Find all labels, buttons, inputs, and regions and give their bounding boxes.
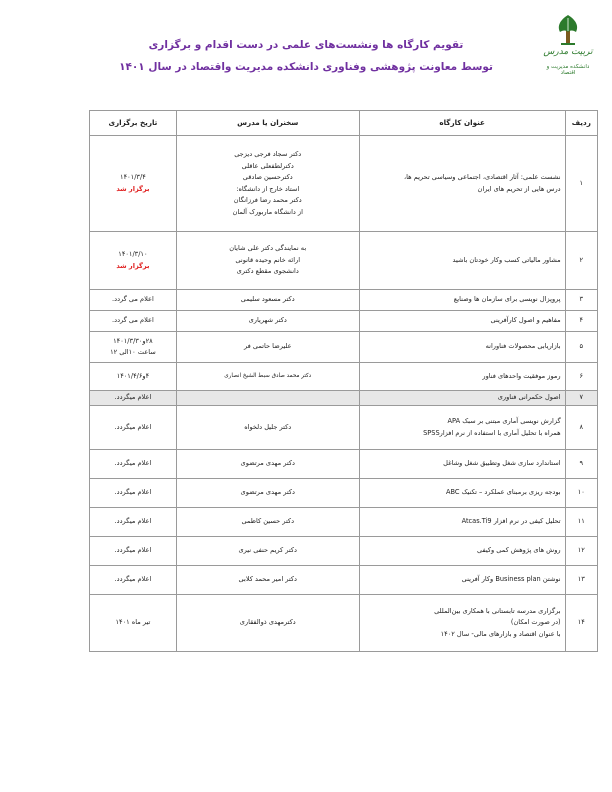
cell-line: دکتر محمد رضا فرزانگان: [233, 196, 302, 204]
cell-line: اعلام میگردد.: [114, 575, 152, 584]
header-title: عنوان کارگاه: [359, 111, 565, 136]
event-date: [90, 450, 177, 479]
speaker: [176, 332, 359, 363]
table-row: [90, 136, 598, 232]
cell-line: دکترحسین صادقی: [242, 173, 293, 181]
event-date: [90, 508, 177, 537]
speaker: [176, 311, 359, 332]
row-index: ۹: [565, 450, 597, 479]
table-row: [90, 363, 598, 391]
row-index: ۷: [565, 391, 597, 406]
workshop-title: [359, 290, 565, 311]
row-index: ۱۲: [565, 537, 597, 566]
workshop-title: [359, 363, 565, 391]
header-index: ردیف: [565, 111, 597, 136]
workshop-title: [359, 537, 565, 566]
cell-line: روش های پژوهش کمی وکیفی: [477, 546, 561, 555]
event-date: [90, 311, 177, 332]
table-row: [90, 406, 598, 450]
cell-line: پروپزال نویسی برای سازمان ها وصنایع: [453, 295, 561, 304]
cell-line: از دانشگاه ماربورک آلمان: [232, 207, 303, 216]
cell-line: اعلام میگردد.: [114, 459, 152, 468]
cell-line: اعلام میگردد.: [114, 422, 152, 431]
workshop-title: [359, 311, 565, 332]
cell-line: استاندارد سازی شغل وتطبیق شغل وشاغل: [443, 459, 561, 468]
cell-line: به نمایندگی دکتر علی شایان: [229, 244, 307, 253]
cell-line: (در صورت امکان): [510, 618, 561, 627]
cell-line: دانشجوی مقطع دکتری: [236, 267, 299, 276]
speaker: [176, 136, 359, 232]
speaker: [176, 508, 359, 537]
cell-line: اصول حکمرانی فناوری: [497, 393, 561, 402]
table-row: [90, 595, 598, 652]
faculty-logo: [540, 14, 596, 76]
workshop-calendar-table: [89, 110, 598, 652]
workshop-title: [359, 391, 565, 406]
event-date: [90, 479, 177, 508]
table-row: [90, 232, 598, 290]
cell-line: دکتر مهدی مرتضوی: [240, 459, 295, 468]
cell-line: بودجه ریزی برمبنای عملکرد – تکنیک ABC: [445, 488, 561, 497]
row-index: ۸: [565, 406, 597, 450]
header-speaker: سخنران یا مدرس: [176, 111, 359, 136]
event-date: [90, 406, 177, 450]
header-date: تاریخ برگزاری: [90, 111, 177, 136]
cell-line: رموز موفقیت واحدهای فناور: [482, 371, 561, 380]
table-row: [90, 508, 598, 537]
table-row: [90, 479, 598, 508]
cell-line: بازاریابی محصولات فناورانه: [485, 342, 561, 351]
table-row: [90, 450, 598, 479]
logo-subtitle: دانشکده مدیریت و اقتصاد: [546, 64, 590, 76]
table-row: [90, 537, 598, 566]
speaker: [176, 537, 359, 566]
cell-line: تیر ماه ۱۴۰۱: [115, 618, 151, 627]
event-date: [90, 391, 177, 406]
cell-line: دکتر جلیل دلخواه: [244, 422, 292, 431]
cell-line: اعلام میگردد.: [114, 546, 152, 555]
workshop-title: [359, 136, 565, 232]
table-row: [90, 311, 598, 332]
cell-line: اعلام می گردد.: [112, 295, 154, 304]
workshop-title: [359, 232, 565, 290]
cell-line: اعلام می گردد.: [112, 316, 154, 325]
row-index: ۱: [565, 136, 597, 232]
cell-line: اعلام میگردد.: [114, 517, 152, 526]
speaker: [176, 391, 359, 406]
cell-line: ۱۴۰۱/۳/۱۰: [118, 250, 148, 258]
speaker: [176, 232, 359, 290]
cell-line: ارائه خانم وحیده قانونی: [235, 255, 301, 264]
cell-line: درس هایی از تحریم های ایران: [477, 184, 561, 193]
page-title-line1: تقویم کارگاه ها ونشست‌های علمی در دست اقدام و برگزاری: [148, 39, 464, 51]
status-label: برگزار شد: [116, 184, 150, 193]
event-date: [90, 537, 177, 566]
row-index: ۱۱: [565, 508, 597, 537]
event-date: [90, 232, 177, 290]
cell-line: دکتر شهریاری: [248, 316, 287, 325]
workshop-title: [359, 508, 565, 537]
row-index: ۴: [565, 311, 597, 332]
cell-line: نشست علمی: آثار اقتصادی، اجتماعی وسیاسی تحریم ها،: [403, 173, 561, 181]
row-index: ۱۰: [565, 479, 597, 508]
cell-line: ۱۴۰۱/۳/۴: [120, 173, 146, 181]
workshop-title: [359, 406, 565, 450]
event-date: [90, 363, 177, 391]
cell-line: دکتر کریم حنفی نیری: [238, 546, 297, 555]
workshop-title: [359, 566, 565, 595]
cell-line: دکتر مهدی مرتضوی: [240, 488, 295, 497]
cell-line: برگزاری مدرسه تابستانی با همکاری بین‌المللی: [434, 606, 561, 615]
workshop-title: [359, 595, 565, 652]
cell-line: نوشتن Business plan وکار آفرینی: [461, 575, 561, 584]
event-date: [90, 290, 177, 311]
table-row: [90, 391, 598, 406]
page-title-line2: توسط معاونت پژوهشی وفناوری دانشکده مدیریت واقتصاد در سال ۱۴۰۱: [119, 61, 493, 73]
cell-line: دکتر محمد صادق سبط الشیخ انصاری: [224, 372, 312, 379]
cell-line: اعلام میگردد.: [114, 488, 152, 497]
cell-line: دکترمهدی ذوالفقاری: [239, 618, 296, 627]
cell-line: دکترلطفعلی عاقلی: [241, 161, 294, 170]
table-body: [90, 136, 598, 652]
speaker: [176, 363, 359, 391]
workshop-title: [359, 479, 565, 508]
cell-line: تحلیل کیفی در نرم افزار Atcas.Ti9: [461, 517, 561, 526]
table-row: [90, 332, 598, 363]
cell-line: مشاور مالیاتی کسب وکار خودتان باشید: [452, 255, 561, 264]
table-row: [90, 566, 598, 595]
cell-line: ساعت ۱۰الی ۱۲: [110, 348, 156, 356]
cell-line: همراه با تحلیل آماری با استفاده از نرم افزارSPSS: [423, 428, 561, 437]
cell-line: استاد خارج از دانشگاه:: [236, 184, 300, 193]
cell-line: دکتر امیر محمد کلابی: [238, 575, 297, 584]
row-index: ۱۳: [565, 566, 597, 595]
cell-line: با عنوان اقتصاد و بازارهای مالی- سال ۱۴۰۲: [440, 629, 561, 638]
speaker: [176, 479, 359, 508]
cell-line: گزارش نویسی آماری مبتنی بر سبک APA: [447, 417, 561, 425]
table-row: [90, 290, 598, 311]
cell-line: دکتر مسعود سلیمی: [240, 295, 295, 304]
speaker: [176, 450, 359, 479]
speaker: [176, 406, 359, 450]
cell-line: مفاهیم و اصول کارآفرینی: [490, 316, 561, 325]
cell-line: ۴و۱۴۰۱/۴/۶: [116, 371, 150, 380]
row-index: ۱۴: [565, 595, 597, 652]
tree-emblem-icon: [554, 14, 582, 46]
workshop-title: [359, 332, 565, 363]
speaker: [176, 290, 359, 311]
event-date: [90, 332, 177, 363]
event-date: [90, 595, 177, 652]
row-index: ۵: [565, 332, 597, 363]
speaker: [176, 566, 359, 595]
cell-line: علیرضا حاتمی فر: [243, 342, 292, 351]
speaker: [176, 595, 359, 652]
row-index: ۲: [565, 232, 597, 290]
logo-name: تربیت مدرس: [543, 47, 593, 57]
table-header-row: [90, 111, 598, 136]
workshop-title: [359, 450, 565, 479]
cell-line: ۲۸و۱۴۰۱/۳/۳۰: [113, 336, 153, 345]
status-label: برگزار شد: [116, 261, 150, 270]
row-index: ۳: [565, 290, 597, 311]
cell-line: دکتر حسین کاظمی: [241, 517, 295, 526]
row-index: ۶: [565, 363, 597, 391]
cell-line: دکتر سجاد فرجی دیزجی: [234, 150, 302, 158]
event-date: [90, 566, 177, 595]
event-date: [90, 136, 177, 232]
cell-line: اعلام میگردد.: [114, 393, 152, 402]
